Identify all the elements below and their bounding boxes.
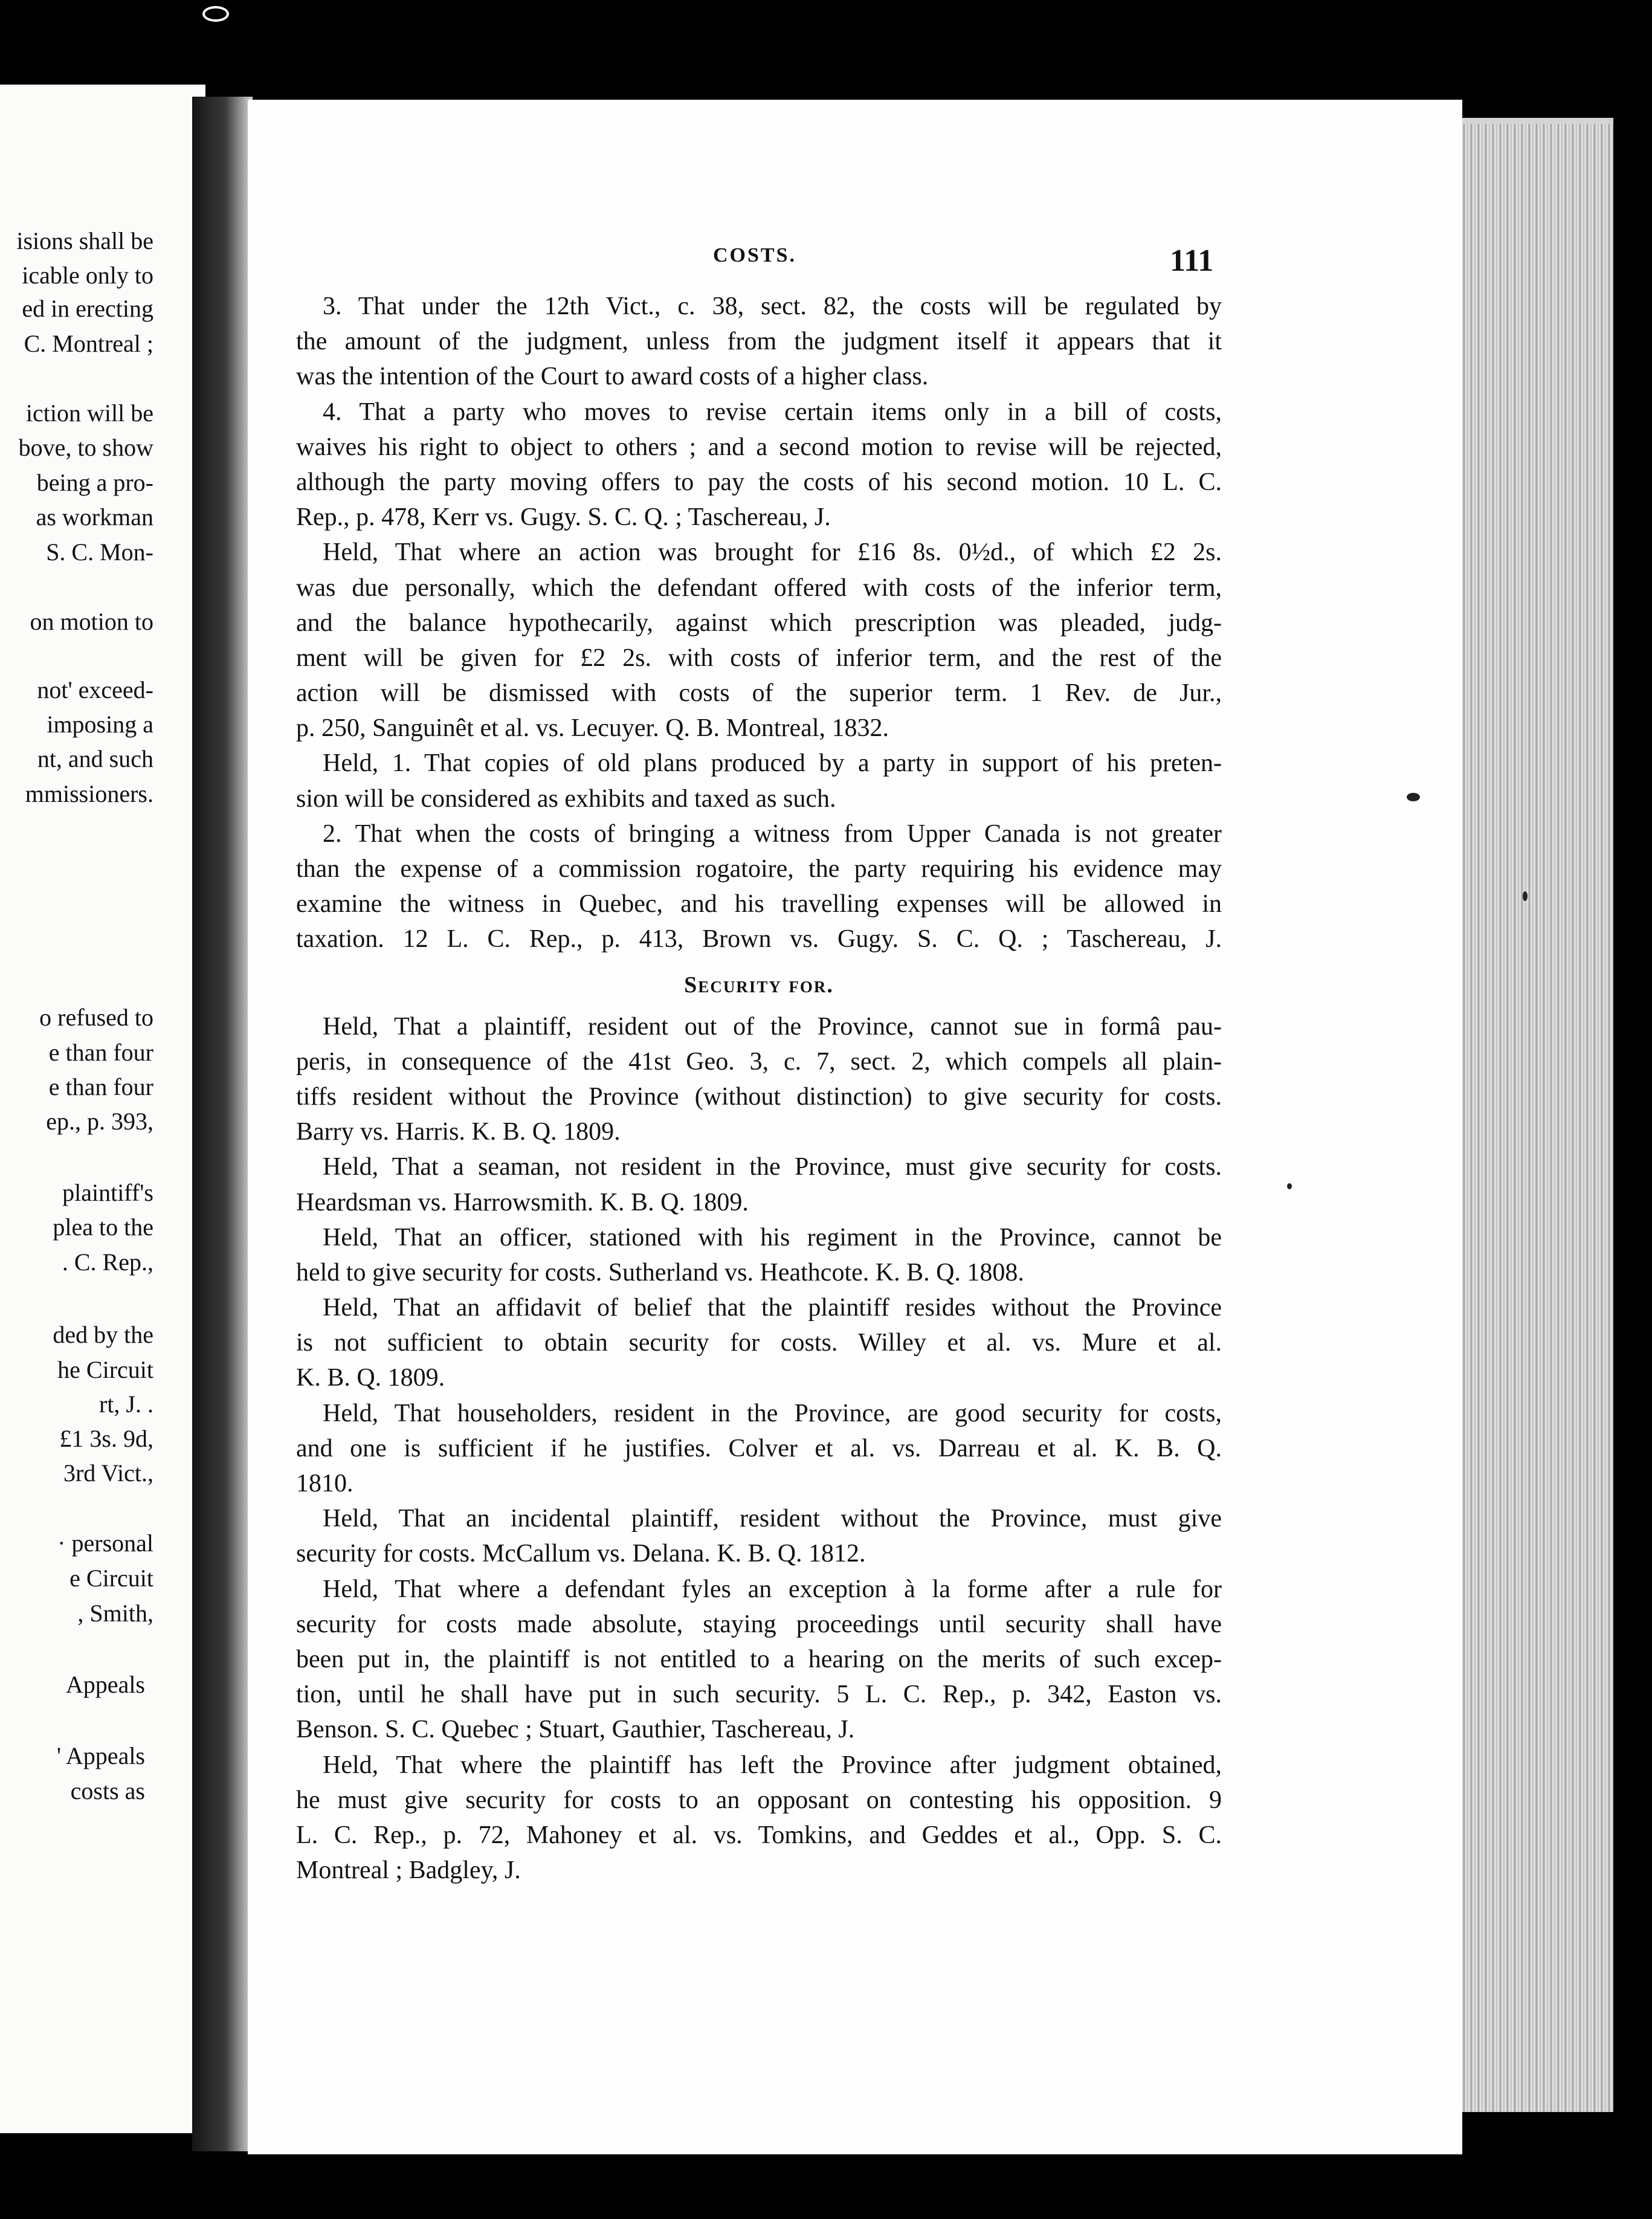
text-line: Held, That where the plaintiff has left the Province after judgment obtained, <box>323 1751 1222 1779</box>
ink-speck <box>1407 793 1420 801</box>
scan-mark <box>202 6 229 22</box>
left-page-fragment: on motion to <box>30 608 153 635</box>
text-line: than the expense of a commission rogatoire, the party requiring his evidence may <box>296 855 1222 883</box>
ink-speck <box>1523 891 1528 901</box>
text-line: although the party moving offers to pay the costs of his second motion. 10 L. C. <box>296 468 1222 496</box>
left-page-fragment: S. C. Mon- <box>46 538 153 566</box>
left-page-fragment: , Smith, <box>77 1600 153 1627</box>
left-page-fragment: plea to the <box>53 1213 153 1241</box>
left-page-fragment: e than four <box>48 1039 153 1066</box>
text-line: peris, in consequence of the 41st Geo. 3, c. 7, sect. 2, which compels all plain- <box>296 1047 1222 1076</box>
text-line: examine the witness in Quebec, and his travelling expenses will be allowed in <box>296 890 1222 919</box>
text-line: taxation. 12 L. C. Rep., p. 413, Brown vs. Gugy. S. C. Q. ; Taschereau, J. <box>296 925 1222 954</box>
text-line: Heardsman vs. Harrowsmith. K. B. Q. 1809. <box>296 1188 749 1216</box>
text-line: 1810. <box>296 1470 353 1497</box>
text-line: is not sufficient to obtain security for costs. Willey et al. vs. Mure et al. <box>296 1329 1222 1357</box>
left-page-fragment: nt, and such <box>37 745 153 772</box>
left-page-fragment: rt, J. . <box>99 1391 153 1418</box>
text-line: Held, That an affidavit of belief that the plaintiff resides without the Province <box>323 1294 1222 1322</box>
left-page-fragment: mmissioners. <box>25 780 153 807</box>
text-line: 2. That when the costs of bringing a witness from Upper Canada is not greater <box>323 819 1222 848</box>
text-line: tiffs resident without the Province (without distinction) to give security for costs. <box>296 1082 1222 1111</box>
text-line: Held, 1. That copies of old plans produced by a party in support of his preten- <box>323 749 1222 778</box>
text-line: Held, That where an action was brought for £16 8s. 0½d., of which £2 2s. <box>323 538 1222 567</box>
left-page-fragment: he Circuit <box>57 1356 153 1383</box>
text-line: 4. That a party who moves to revise certain items only in a bill of costs, <box>323 398 1222 426</box>
text-line: K. B. Q. 1809. <box>296 1364 445 1392</box>
left-page-fragment: ' Appeals <box>56 1742 145 1769</box>
left-page-fragment: · personal <box>57 1529 153 1557</box>
text-line: been put in, the plaintiff is not entitled to a hearing on the merits of such excep- <box>296 1645 1222 1673</box>
left-page-fragment: imposing a <box>47 711 153 738</box>
text-line: the amount of the judgment, unless from the judgment itself it appears that it <box>296 328 1222 356</box>
text-line: ment will be given for £2 2s. with costs of inferior term, and the rest of the <box>296 644 1222 672</box>
text-line: 3. That under the 12th Vict., c. 38, sect. 82, the costs will be regulated by <box>323 292 1222 320</box>
left-page-fragment: o refused to <box>39 1004 153 1031</box>
text-line: tion, until he shall have put in such security. 5 L. C. Rep., p. 342, Easton vs. <box>296 1681 1222 1709</box>
left-page-fragment: . C. Rep., <box>62 1248 153 1276</box>
text-line: Held, That a seaman, not resident in the Province, must give security for costs. <box>323 1153 1222 1181</box>
left-page-fragment: not' exceed- <box>37 676 153 703</box>
text-line: was the intention of the Court to award costs of a higher class. <box>296 363 929 391</box>
text-line: he must give security for costs to an opposant on contesting his opposition. 9 <box>296 1786 1222 1814</box>
left-page-fragment: isions shall be <box>16 227 153 254</box>
text-line: held to give security for costs. Sutherland vs. Heathcote. K. B. Q. 1808. <box>296 1258 1024 1287</box>
left-page-fragment: icable only to <box>22 262 153 289</box>
left-page <box>0 85 205 2133</box>
book-gutter <box>192 97 253 2151</box>
text-line: action will be dismissed with costs of the superior term. 1 Rev. de Jur., <box>296 679 1222 708</box>
left-page-fragment: being a pro- <box>36 469 153 496</box>
text-line: Rep., p. 478, Kerr vs. Gugy. S. C. Q. ; Taschereau, J. <box>296 503 831 532</box>
left-page-fragment: e than four <box>48 1073 153 1100</box>
section-heading: Security for. <box>684 972 834 998</box>
text-line: was due personally, which the defendant offered with costs of the inferior term, <box>296 573 1222 602</box>
text-line: Held, That where a defendant fyles an exception à la forme after a rule for <box>323 1575 1222 1603</box>
left-page-fragment: costs as <box>70 1777 145 1804</box>
left-page-fragment: as workman <box>36 503 153 531</box>
text-line: security for costs. McCallum vs. Delana. K. B. Q. 1812. <box>296 1540 866 1568</box>
text-line: sion will be considered as exhibits and taxed as such. <box>296 784 836 813</box>
text-line: Benson. S. C. Quebec ; Stuart, Gauthier, Taschereau, J. <box>296 1716 855 1744</box>
left-page-fragment: ep., p. 393, <box>46 1108 153 1135</box>
left-page-fragment: iction will be <box>25 399 153 427</box>
page-number: 111 <box>1170 244 1214 278</box>
left-page-fragment: bove, to show <box>18 434 153 461</box>
left-page-fragment: Appeals <box>65 1671 145 1698</box>
left-page-fragment: 3rd Vict., <box>63 1459 153 1487</box>
text-line: L. C. Rep., p. 72, Mahoney et al. vs. Tomkins, and Geddes et al., Opp. S. C. <box>296 1821 1222 1849</box>
left-page-fragment: ed in erecting <box>22 295 153 322</box>
text-line: Montreal ; Badgley, J. <box>296 1856 521 1885</box>
book-page-edges <box>1462 124 1613 2112</box>
left-page-fragment: £1 3s. 9d, <box>59 1425 153 1452</box>
text-line: and the balance hypothecarily, against which prescription was pleaded, judg- <box>296 609 1222 637</box>
text-line: Barry vs. Harris. K. B. Q. 1809. <box>296 1118 621 1146</box>
running-head: COSTS. <box>713 244 796 266</box>
ink-speck <box>1287 1183 1292 1189</box>
text-line: p. 250, Sanguinêt et al. vs. Lecuyer. Q. B. Montreal, 1832. <box>296 714 889 743</box>
text-line: waives his right to object to others ; and a second motion to revise will be rejected, <box>296 433 1222 461</box>
text-line: Held, That a plaintiff, resident out of the Province, cannot sue in formâ pau- <box>323 1012 1222 1041</box>
left-page-fragment: e Circuit <box>69 1565 153 1592</box>
left-page-fragment: plaintiff's <box>62 1179 153 1206</box>
text-line: and one is sufficient if he justifies. Colver et al. vs. Darreau et al. K. B. Q. <box>296 1434 1222 1462</box>
left-page-fragment: ded by the <box>53 1321 153 1348</box>
text-line: Held, That an incidental plaintiff, resident without the Province, must give <box>323 1505 1222 1533</box>
text-line: Held, That an officer, stationed with his regiment in the Province, cannot be <box>323 1223 1222 1252</box>
body-text <box>296 289 1222 1888</box>
left-page-fragment: C. Montreal ; <box>24 330 153 357</box>
text-line: security for costs made absolute, staying proceedings until security shall have <box>296 1610 1222 1638</box>
text-line: Held, That householders, resident in the Province, are good security for costs, <box>323 1399 1222 1427</box>
